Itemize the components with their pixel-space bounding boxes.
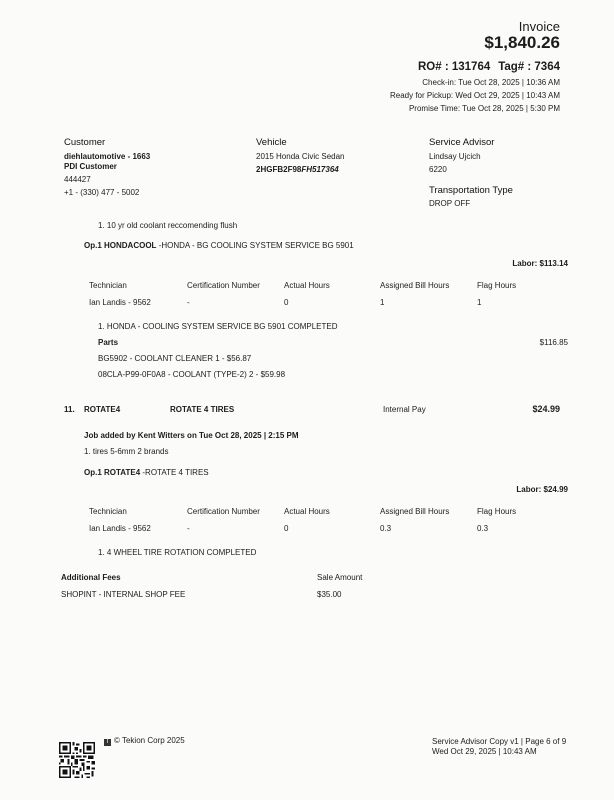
- job11-number: 11.: [64, 405, 75, 414]
- job10-cell-cert: -: [187, 298, 190, 307]
- job10-header-flag: Flag Hours: [477, 281, 517, 290]
- job11-op-code: Op.1 ROTATE4: [84, 468, 141, 477]
- promise-time: Promise Time: Tue Oct 28, 2025 | 5:30 PM: [408, 104, 560, 113]
- job10-op-code: Op.1 HONDACOOL: [84, 241, 157, 250]
- job10-part-1: BG5902 - COOLANT CLEANER 1 - $56.87: [98, 354, 252, 363]
- job11-header-assigned: Assigned Bill Hours: [380, 507, 450, 516]
- job11-header-actual: Actual Hours: [284, 507, 330, 516]
- job11-labor: Labor: $24.99: [516, 485, 568, 494]
- job10-part-2: 08CLA-P99-0F0A8 - COOLANT (TYPE-2) 2 - $59.98: [98, 370, 286, 379]
- fees-title: Additional Fees: [61, 573, 121, 582]
- fee-amount: $35.00: [317, 590, 342, 599]
- advisor-id: 6220: [429, 165, 447, 174]
- job10-labor: Labor: $113.14: [512, 259, 568, 268]
- customer-title: Customer: [64, 137, 106, 148]
- job11-cell-assigned: 0.3: [380, 524, 392, 533]
- footer-copy-info: Service Advisor Copy v1 | Page 6 of 9: [432, 737, 567, 746]
- pickup-time: Ready for Pickup: Wed Oct 29, 2025 | 10:43 AM: [389, 91, 560, 100]
- job11-cell-flag: 0.3: [477, 524, 489, 533]
- job11-op: [84, 468, 209, 477]
- job11-code: ROTATE4: [84, 405, 121, 414]
- job10-cell-technician: Ian Landis - 9562: [89, 298, 151, 307]
- job11-cell-actual: 0: [284, 524, 289, 533]
- footer-printed: Wed Oct 29, 2025 | 10:43 AM: [432, 747, 537, 756]
- customer-line2: PDI Customer: [64, 162, 117, 171]
- doc-label: Invoice: [518, 19, 560, 34]
- vehicle-vin: [256, 165, 339, 174]
- job11-added-by: Job added by Kent Witters on Tue Oct 28, 2025 | 2:15 PM: [84, 431, 299, 440]
- advisor-title: Service Advisor: [429, 137, 495, 148]
- fees-amount-title: Sale Amount: [317, 573, 363, 582]
- customer-line1: diehlautomotive - 1663: [64, 152, 151, 161]
- transport-type: DROP OFF: [429, 199, 471, 208]
- job10-op: [84, 241, 354, 250]
- job10-cell-assigned: 1: [380, 298, 385, 307]
- job11-pay-type: Internal Pay: [383, 405, 426, 414]
- tekion-logo-icon: T: [105, 739, 110, 745]
- job10-header-cert: Certification Number: [187, 281, 260, 290]
- job11-cell-cert: -: [187, 524, 190, 533]
- job11-amount: $24.99: [532, 404, 560, 414]
- invoice-total: $1,840.26: [484, 33, 560, 52]
- job10-parts-total: $116.85: [539, 338, 568, 347]
- job10-header-technician: Technician: [89, 281, 127, 290]
- job10-header-actual: Actual Hours: [284, 281, 330, 290]
- job10-cell-actual: 0: [284, 298, 289, 307]
- vehicle-model: 2015 Honda Civic Sedan: [256, 152, 345, 161]
- qr-code-icon: [59, 741, 95, 779]
- ro-number: RO# : 131764: [418, 61, 491, 73]
- vin-suffix: FH517364: [301, 165, 339, 174]
- advisor-name: Lindsay Ujcich: [429, 152, 481, 161]
- job10-cell-flag: 1: [477, 298, 482, 307]
- checkin-time: Check-in: Tue Oct 28, 2025 | 10:36 AM: [422, 78, 560, 87]
- footer-copyright: © Tekion Corp 2025: [114, 736, 185, 745]
- customer-phone: +1 - (330) 477 - 5002: [64, 188, 140, 197]
- job11-header-technician: Technician: [89, 507, 127, 516]
- job10-concern: 1. 10 yr old coolant reccomending flush: [98, 221, 238, 230]
- job10-header-assigned: Assigned Bill Hours: [380, 281, 450, 290]
- job11-completed: 1. 4 WHEEL TIRE ROTATION COMPLETED: [98, 548, 257, 557]
- fee-item: SHOPINT - INTERNAL SHOP FEE: [61, 590, 186, 599]
- job10-completed: 1. HONDA - COOLING SYSTEM SERVICE BG 5901 COMPLETED: [98, 322, 338, 331]
- job11-header-cert: Certification Number: [187, 507, 260, 516]
- job11-desc: ROTATE 4 TIRES: [170, 405, 235, 414]
- job11-header-flag: Flag Hours: [477, 507, 517, 516]
- customer-line3: 444427: [64, 175, 91, 184]
- job11-cell-technician: Ian Landis - 9562: [89, 524, 151, 533]
- vehicle-title: Vehicle: [256, 137, 287, 148]
- tag-number: Tag# : 7364: [498, 61, 560, 73]
- vin-prefix: 2HGFB2F98: [256, 165, 302, 174]
- job11-op-desc: -ROTATE 4 TIRES: [142, 468, 209, 477]
- job10-op-desc: -HONDA - BG COOLING SYSTEM SERVICE BG 5901: [158, 241, 354, 250]
- job11-concern: 1. tires 5-6mm 2 brands: [84, 447, 169, 456]
- transport-title: Transportation Type: [429, 185, 513, 196]
- job10-parts-title: Parts: [98, 338, 119, 347]
- footer-copyright-line: [104, 736, 185, 746]
